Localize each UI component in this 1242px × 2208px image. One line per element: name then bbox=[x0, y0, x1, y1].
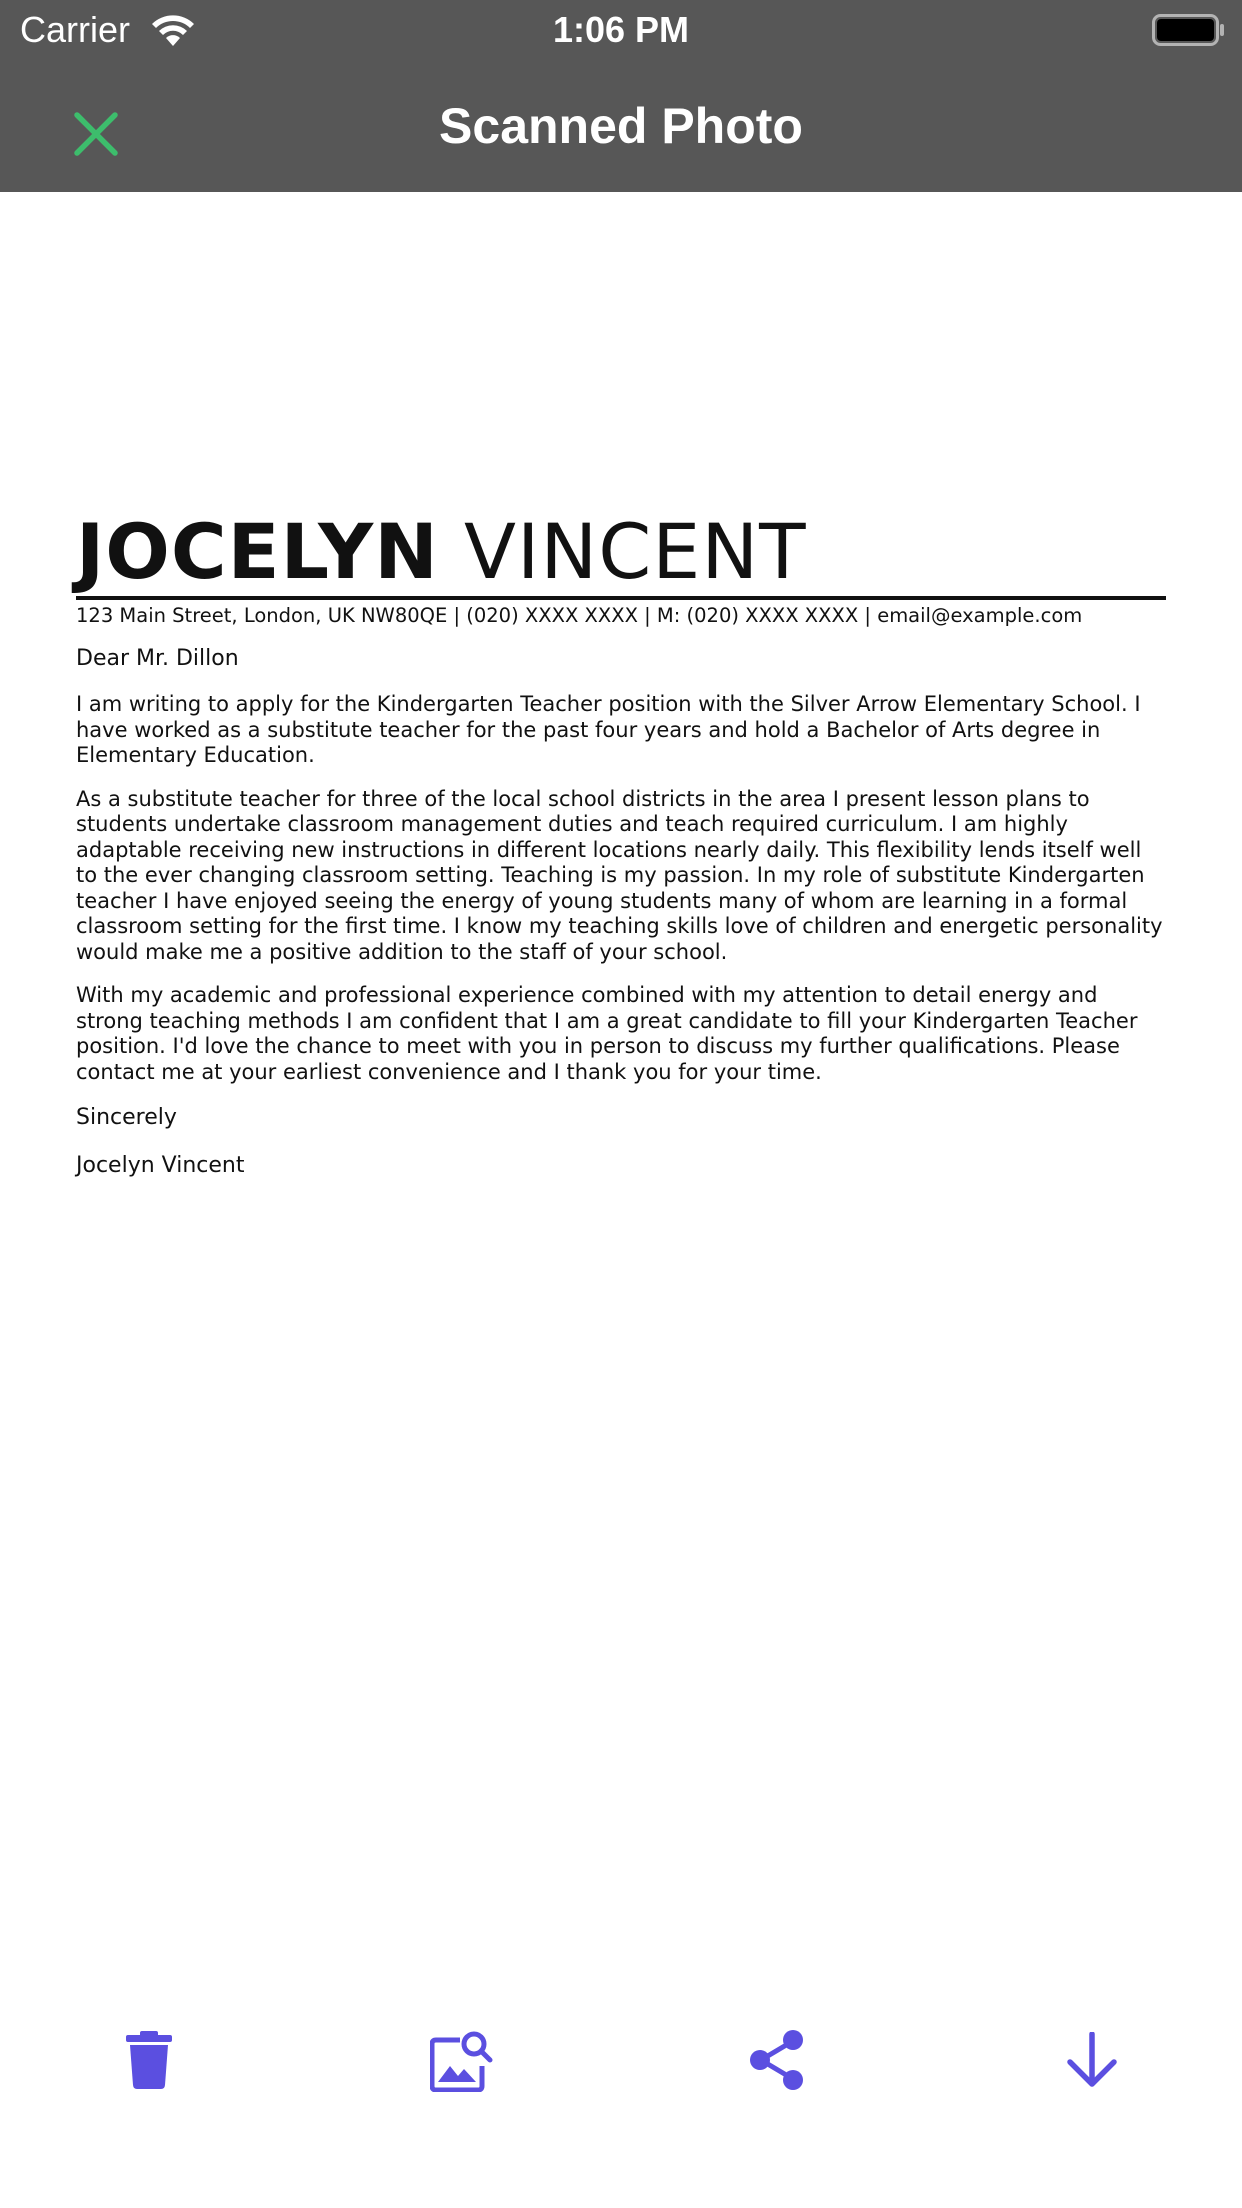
document-last-name: VINCENT bbox=[463, 507, 807, 596]
share-button[interactable] bbox=[727, 2010, 827, 2110]
status-time: 1:06 PM bbox=[552, 9, 690, 50]
document-paragraph: As a substitute teacher for three of the local school districts in the area I present lesson plans to students undertake classroom management duties and teach required curriculum. I am highly adaptable receiving new instructions in different locations nearly daily. This flexibility lends itself well to the ever changing classroom setting. Teaching is my passion. In my role of substitute Kindergarten teacher I have enjoyed seeing the energy of young students many of whom are learning in a formal classroom setting for the first time. I know my teaching skills love of children and energetic personality would make me a positive addition to the staff of your school. bbox=[76, 786, 1163, 964]
document-paragraph: With my academic and professional experience combined with my attention to detail energy and strong teaching methods I am confident that I am a great candidate to fill your Kindergarten Teacher position. I'd love the chance to meet with you in person to discuss my further qualifications. Please contact me at your earliest convenience and I thank you for your time. bbox=[76, 983, 1138, 1084]
page-title: Scanned Photo bbox=[439, 98, 803, 154]
document-first-name: JOCELYN bbox=[76, 507, 439, 596]
carrier-label: Carrier bbox=[20, 9, 131, 50]
document-signature: Jocelyn Vincent bbox=[76, 1153, 245, 1178]
document-divider bbox=[76, 596, 1166, 600]
image-search-button[interactable] bbox=[412, 2010, 512, 2110]
document-salutation: Dear Mr. Dillon bbox=[76, 646, 239, 671]
delete-button[interactable] bbox=[99, 2010, 199, 2110]
nav-bar bbox=[0, 60, 1242, 192]
document-contact-line: 123 Main Street, London, UK NW80QE | (020) XXXX XXXX | M: (020) XXXX XXXX | email@example.com bbox=[76, 604, 1083, 627]
trash-icon bbox=[126, 2031, 172, 2089]
download-icon bbox=[1066, 2032, 1118, 2088]
top-chrome bbox=[0, 0, 1242, 192]
bottom-toolbar bbox=[0, 2010, 1242, 2110]
document-closing: Sincerely bbox=[76, 1105, 177, 1130]
battery-icon bbox=[1152, 14, 1226, 46]
document-paragraph: I am writing to apply for the Kindergarten Teacher position with the Silver Arrow Elementary School. I have worked as a substitute teacher for the past four years and hold a Bachelor of Arts degree in Elementary Education. bbox=[76, 692, 1141, 767]
download-button[interactable] bbox=[1042, 2010, 1142, 2110]
status-bar bbox=[0, 0, 1242, 60]
image-search-icon bbox=[430, 2028, 494, 2092]
document-name-heading bbox=[76, 507, 1168, 596]
share-icon bbox=[748, 2029, 806, 2091]
scanned-document bbox=[76, 507, 1168, 1181]
